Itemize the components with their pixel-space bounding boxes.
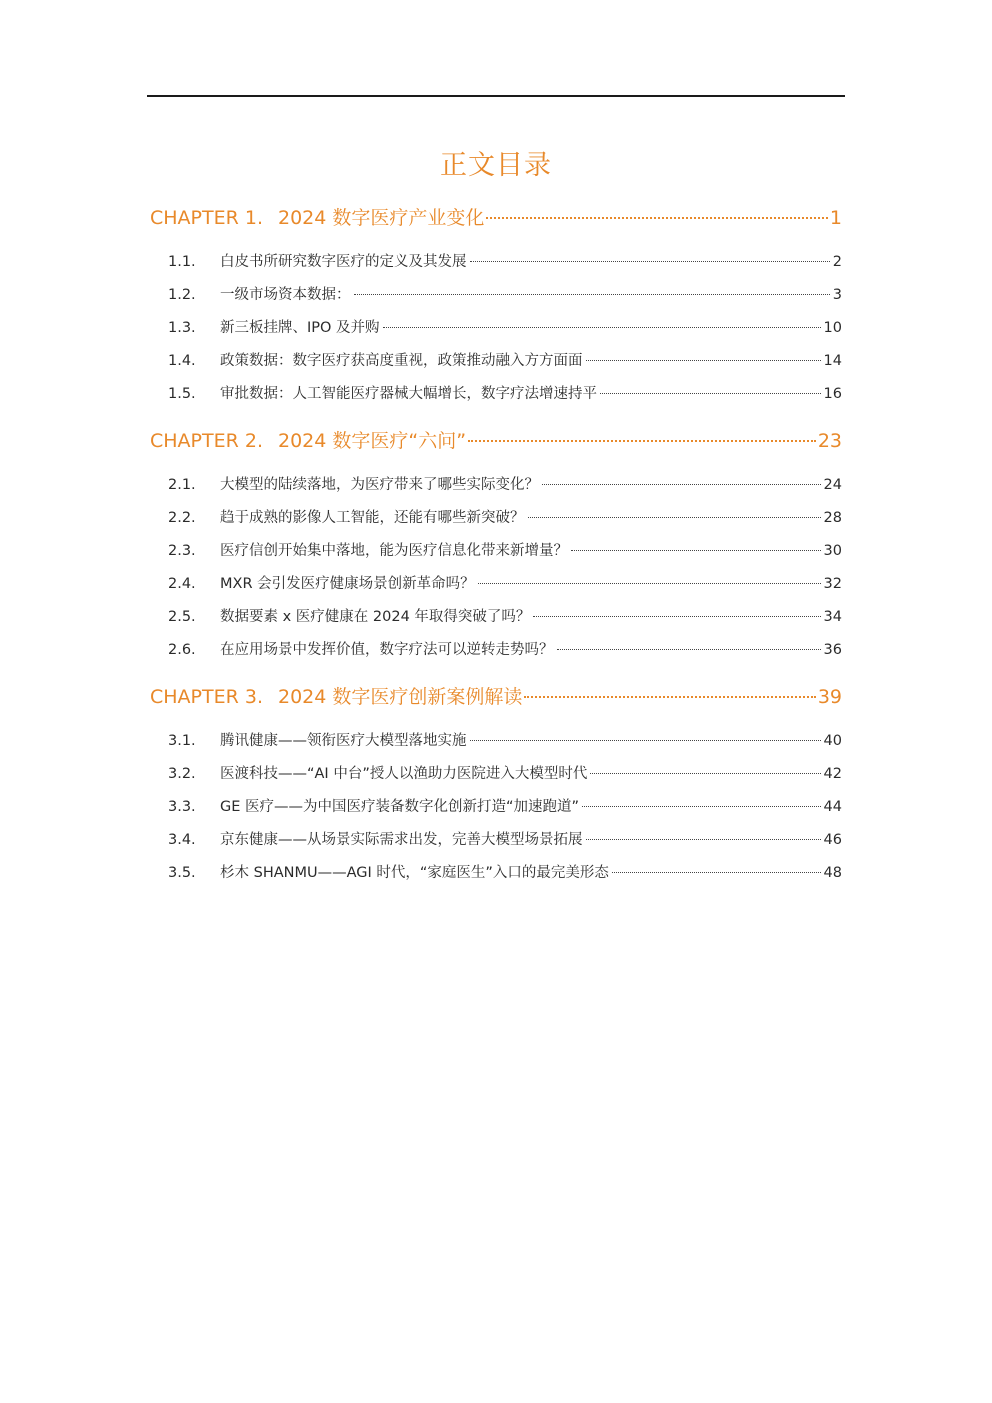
dot-leader xyxy=(590,773,820,774)
section-title: 趋于成熟的影像人工智能，还能有哪些新突破？ xyxy=(220,510,525,526)
section-number: 2.5. xyxy=(168,609,196,625)
section-number: 2.2. xyxy=(168,510,196,526)
section-number: 1.2. xyxy=(168,287,196,303)
page-number: 10 xyxy=(823,320,842,336)
page-number: 36 xyxy=(823,642,842,658)
section-title: GE 医疗——为中国医疗装备数字化创新打造“加速跑道” xyxy=(220,799,580,815)
header-rule xyxy=(147,95,845,97)
toc-section-1-4[interactable] xyxy=(150,345,842,378)
dot-leader xyxy=(533,616,820,617)
dot-leader xyxy=(470,261,830,262)
section-number: 2.6. xyxy=(168,642,196,658)
dot-leader xyxy=(383,327,821,328)
section-title: 审批数据：人工智能医疗器械大幅增长，数字疗法增速持平 xyxy=(220,386,597,402)
toc-chapter-2[interactable] xyxy=(150,423,842,459)
toc-chapter-1[interactable] xyxy=(150,200,842,236)
chapter-title: 2024 数字医疗创新案例解读 xyxy=(278,686,523,708)
dot-leader xyxy=(468,440,816,442)
page-number: 16 xyxy=(823,386,842,402)
toc-section-2-5[interactable] xyxy=(150,601,842,634)
toc-section-2-2[interactable] xyxy=(150,502,842,535)
page-number: 1 xyxy=(829,207,842,229)
dot-leader xyxy=(612,872,821,873)
section-number: 1.3. xyxy=(168,320,196,336)
section-number: 1.5. xyxy=(168,386,196,402)
toc-section-1-1[interactable] xyxy=(150,246,842,279)
page-number: 3 xyxy=(832,287,842,303)
section-number: 2.1. xyxy=(168,477,196,493)
page-number: 28 xyxy=(823,510,842,526)
section-title: 医渡科技——“AI 中台”授人以渔助力医院进入大模型时代 xyxy=(220,766,588,782)
section-number: 2.4. xyxy=(168,576,196,592)
dot-leader xyxy=(470,740,821,741)
page-number: 39 xyxy=(817,686,842,708)
toc-section-2-4[interactable] xyxy=(150,568,842,601)
toc-section-1-2[interactable] xyxy=(150,279,842,312)
dot-leader xyxy=(586,360,821,361)
table-of-contents xyxy=(150,200,842,890)
chapter-label: CHAPTER 3. xyxy=(150,686,263,708)
chapter-title: 2024 数字医疗“六问” xyxy=(278,430,467,452)
section-number: 3.5. xyxy=(168,865,196,881)
section-number: 1.4. xyxy=(168,353,196,369)
toc-section-2-3[interactable] xyxy=(150,535,842,568)
toc-section-3-4[interactable] xyxy=(150,824,842,857)
chapter-label: CHAPTER 1. xyxy=(150,207,263,229)
toc-heading: 正文目录 xyxy=(440,150,552,181)
page-number: 34 xyxy=(823,609,842,625)
toc-section-1-3[interactable] xyxy=(150,312,842,345)
dot-leader xyxy=(524,696,815,698)
dot-leader xyxy=(478,583,821,584)
section-number: 3.4. xyxy=(168,832,196,848)
section-number: 3.1. xyxy=(168,733,196,749)
section-title: MXR 会引发医疗健康场景创新革命吗？ xyxy=(220,576,475,592)
section-title: 大模型的陆续落地，为医疗带来了哪些实际变化？ xyxy=(220,477,539,493)
dot-leader xyxy=(600,393,821,394)
toc-section-3-3[interactable] xyxy=(150,791,842,824)
page-number: 46 xyxy=(823,832,842,848)
section-title: 杉木 SHANMU——AGI 时代，“家庭医生”入口的最完美形态 xyxy=(220,865,609,881)
toc-section-3-5[interactable] xyxy=(150,857,842,890)
section-title: 在应用场景中发挥价值，数字疗法可以逆转走势吗？ xyxy=(220,642,554,658)
chapter-title: 2024 数字医疗产业变化 xyxy=(278,207,485,229)
page-number: 30 xyxy=(823,543,842,559)
dot-leader xyxy=(586,839,821,840)
toc-chapter-3[interactable] xyxy=(150,679,842,715)
dot-leader xyxy=(486,217,828,219)
page-number: 23 xyxy=(817,430,842,452)
section-title: 京东健康——从场景实际需求出发，完善大模型场景拓展 xyxy=(220,832,583,848)
section-number: 3.2. xyxy=(168,766,196,782)
section-title: 新三板挂牌、IPO 及并购 xyxy=(220,320,380,336)
section-number: 3.3. xyxy=(168,799,196,815)
page-number: 2 xyxy=(832,254,842,270)
dot-leader xyxy=(528,517,821,518)
page-number: 42 xyxy=(823,766,842,782)
page-number: 24 xyxy=(823,477,842,493)
section-number: 1.1. xyxy=(168,254,196,270)
section-title: 医疗信创开始集中落地，能为医疗信息化带来新增量？ xyxy=(220,543,568,559)
section-title: 数据要素 x 医疗健康在 2024 年取得突破了吗？ xyxy=(220,609,531,625)
page-number: 44 xyxy=(823,799,842,815)
section-title: 腾讯健康——领衔医疗大模型落地实施 xyxy=(220,733,467,749)
dot-leader xyxy=(582,806,821,807)
section-number: 2.3. xyxy=(168,543,196,559)
dot-leader xyxy=(571,550,821,551)
page-number: 32 xyxy=(823,576,842,592)
section-title: 一级市场资本数据： xyxy=(220,287,351,303)
page-number: 48 xyxy=(823,865,842,881)
toc-section-3-2[interactable] xyxy=(150,758,842,791)
dot-leader xyxy=(557,649,821,650)
section-title: 政策数据：数字医疗获高度重视，政策推动融入方方面面 xyxy=(220,353,583,369)
page-number: 40 xyxy=(823,733,842,749)
toc-section-3-1[interactable] xyxy=(150,725,842,758)
chapter-label: CHAPTER 2. xyxy=(150,430,263,452)
toc-section-2-1[interactable] xyxy=(150,469,842,502)
page-number: 14 xyxy=(823,353,842,369)
toc-section-1-5[interactable] xyxy=(150,378,842,411)
dot-leader xyxy=(542,484,821,485)
section-title: 白皮书所研究数字医疗的定义及其发展 xyxy=(220,254,467,270)
toc-section-2-6[interactable] xyxy=(150,634,842,667)
dot-leader xyxy=(354,294,830,295)
